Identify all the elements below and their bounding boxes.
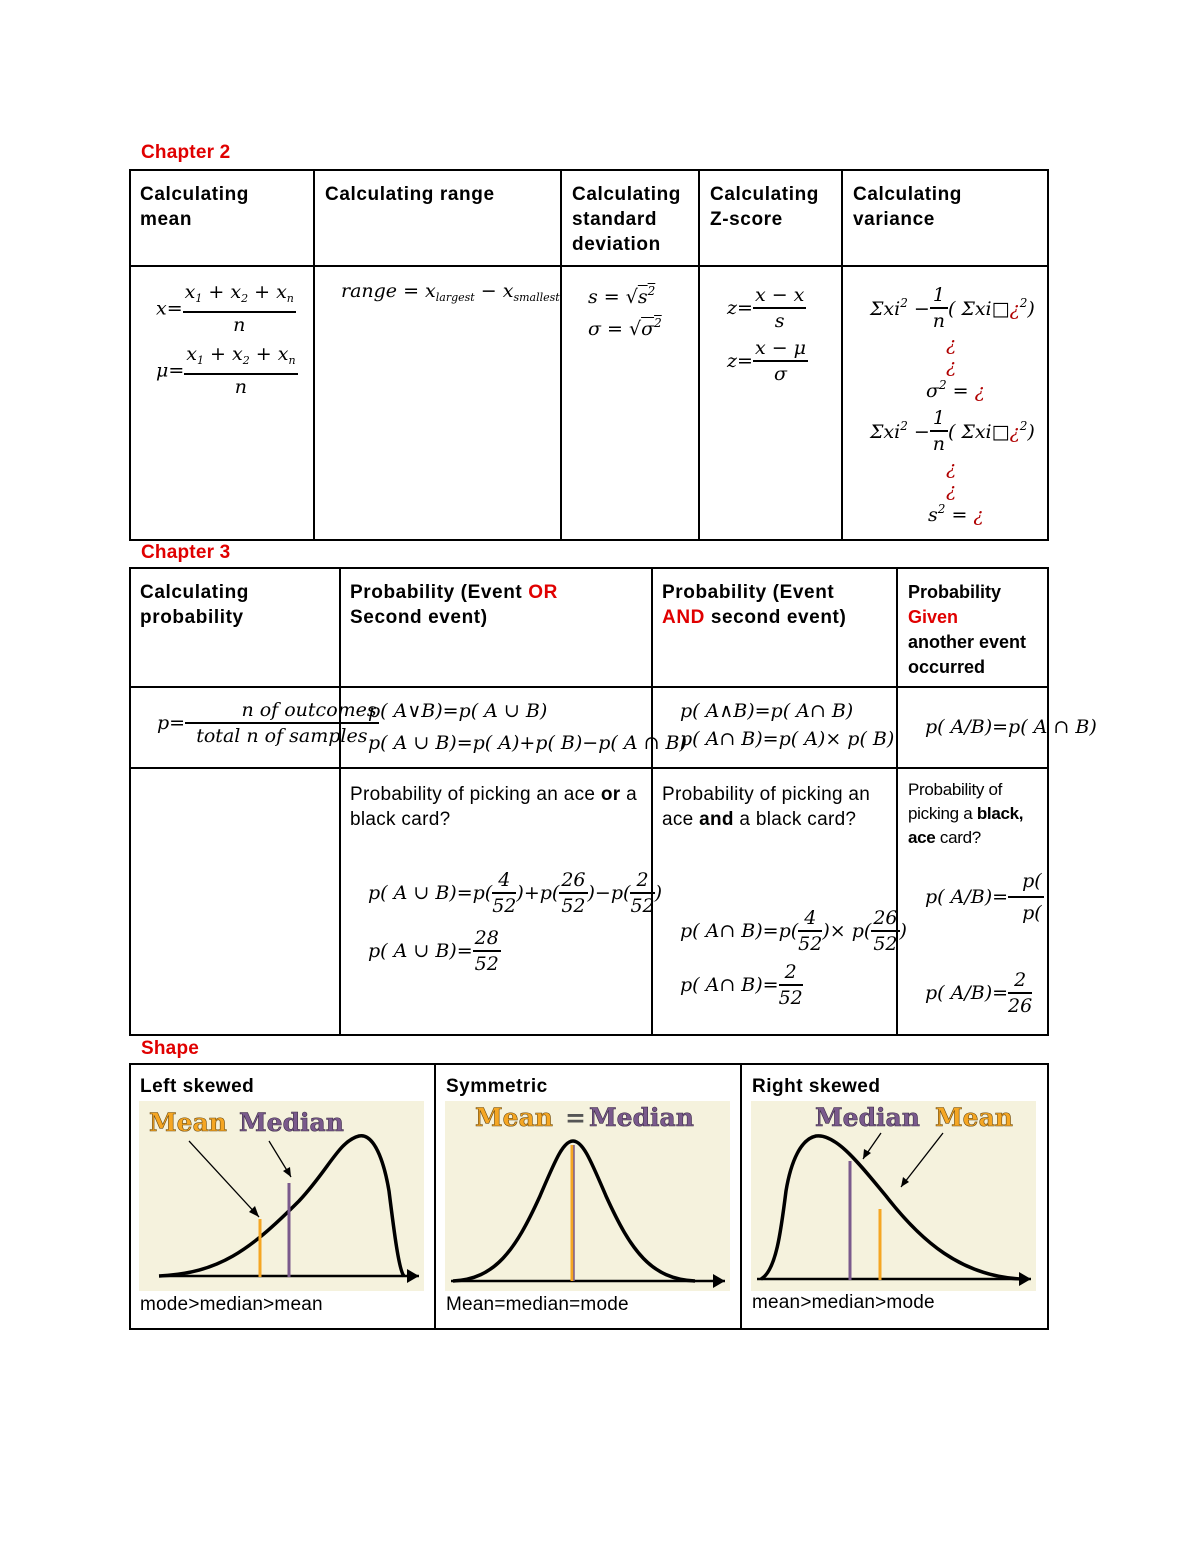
example-or-question: Probability of picking an ace or a black card? bbox=[350, 784, 637, 830]
header-calculating-probability: Calculating probability bbox=[140, 582, 250, 628]
formula-population-z: z= $\frac{x - \mu}{\sigma}$ bbox=[727, 337, 806, 385]
symmetric-curve bbox=[445, 1101, 730, 1291]
header-calculating-mean: Calculating mean bbox=[140, 184, 250, 230]
chapter3-title: Chapter 3 bbox=[141, 542, 231, 563]
right-skewed-diagram bbox=[751, 1101, 1036, 1291]
left-median-label: Median bbox=[239, 1108, 344, 1137]
example-given-step1: p( A/B)= $\frac{p(}{p(}$ bbox=[925, 866, 1044, 928]
example-and-step2: p( A∩ B)= $\frac{2}{52}$ bbox=[680, 961, 803, 1009]
symmetric-diagram bbox=[445, 1101, 730, 1291]
right-median-label: Median bbox=[815, 1103, 920, 1132]
formula-population-sd: $\sigma = √\sigma^2$ bbox=[588, 316, 662, 340]
sym-equals: = bbox=[565, 1103, 586, 1132]
shape-left-skewed-label: Left skewed bbox=[140, 1076, 255, 1097]
formula-given: p( A/B)=p( A ∩ B) bbox=[925, 716, 1097, 738]
shape-title: Shape bbox=[141, 1038, 200, 1059]
right-mean-label: Mean bbox=[935, 1103, 1013, 1132]
header-calculating-variance: Calculating variance bbox=[853, 184, 963, 230]
header-calculating-sd: Calculating standard deviation bbox=[572, 184, 682, 255]
formula-and-rule: p( A∩ B)=p( A)× p( B) bbox=[680, 728, 895, 750]
formula-or-notation: p( A∨B)=p( A ∪ B) bbox=[368, 700, 548, 722]
example-and-step1: p( A∩ B)=p( $\frac{4}{52}$ )× p( $\frac{26}{52}$ ) bbox=[680, 907, 907, 955]
formula-and-notation: p( A∧B)=p( A∩ B) bbox=[680, 700, 854, 722]
formula-probability-cell bbox=[140, 690, 377, 765]
formula-sample-variance: $s^2$ = ¿ bbox=[928, 502, 984, 526]
example-given-step2: p( A/B)= $\frac{2}{26}$ bbox=[925, 969, 1033, 1017]
sym-mean-label: Mean bbox=[475, 1103, 553, 1132]
example-given-question: Probability of picking a black, ace card? bbox=[908, 780, 1024, 847]
shape-left-caption: mode>median>mean bbox=[140, 1294, 323, 1315]
header-probability-or: Probability (Event OR Second event) bbox=[350, 582, 558, 628]
chapter2-title: Chapter 2 bbox=[141, 142, 231, 163]
right-skewed-curve bbox=[751, 1101, 1036, 1291]
left-skewed-diagram bbox=[139, 1101, 424, 1291]
formula-sample-mean: x= $\frac{x_1 + x_2 + x_n}{n}$ bbox=[156, 281, 294, 336]
formula-population-mean: μ= $\frac{x_1 + x_2 + x_n}{n}$ bbox=[156, 343, 296, 398]
formula-variance-line2: Σxi$^2$ − $\frac{1}{n}$ ( Σxi□¿$^2$) bbox=[870, 407, 1035, 455]
formula-sample-z: z= $\frac{x - x}{s}$ bbox=[727, 284, 805, 332]
shape-symmetric-label: Symmetric bbox=[446, 1076, 548, 1097]
left-mean-label: Mean bbox=[149, 1108, 227, 1137]
formula-variance-line1: Σxi$^2$ − $\frac{1}{n}$ ( Σxi□¿$^2$) bbox=[870, 284, 1035, 332]
shape-right-caption: mean>median>mode bbox=[752, 1292, 935, 1313]
shape-symmetric-caption: Mean=median=mode bbox=[446, 1294, 629, 1315]
left-skewed-curve bbox=[139, 1101, 424, 1291]
formula-population-variance: $\sigma^2$ = ¿ bbox=[926, 378, 985, 402]
variance-qmark: ¿ ¿ bbox=[946, 333, 957, 377]
formula-or-rule: p( A ∪ B)=p( A)+p( B)−p( A ∩ B) bbox=[368, 732, 687, 754]
example-or-step2: p( A ∪ B)= $\frac{28}{52}$ bbox=[368, 927, 499, 975]
shape-right-skewed-label: Right skewed bbox=[752, 1076, 881, 1097]
chapter2-header-divider bbox=[129, 265, 1049, 267]
example-and-question: Probability of picking an ace and a black card? bbox=[662, 784, 871, 830]
formula-probability: p= $\frac{\text{n of outcomes}}{\text{total n of samples}}$ bbox=[157, 699, 377, 747]
header-probability-given: Probability Given another event occurred bbox=[908, 582, 1027, 677]
header-probability-and: Probability (Event AND second event) bbox=[662, 582, 847, 628]
formula-range: range = $x_{largest} - x_{smallest}$ bbox=[341, 280, 560, 304]
variance-qmark-2: ¿ ¿ bbox=[946, 457, 957, 501]
header-calculating-zscore: Calculating Z-score bbox=[710, 184, 820, 230]
sym-median-label: Median bbox=[589, 1103, 694, 1132]
example-or-step1: p( A ∪ B)=p( $\frac{4}{52}$ )+p( $\frac{26}{52}$ )−p( $\frac{2}{52}$ ) bbox=[368, 869, 663, 917]
formula-sample-sd: $s = √s^2$ bbox=[588, 284, 656, 308]
header-calculating-range: Calculating range bbox=[325, 184, 495, 205]
